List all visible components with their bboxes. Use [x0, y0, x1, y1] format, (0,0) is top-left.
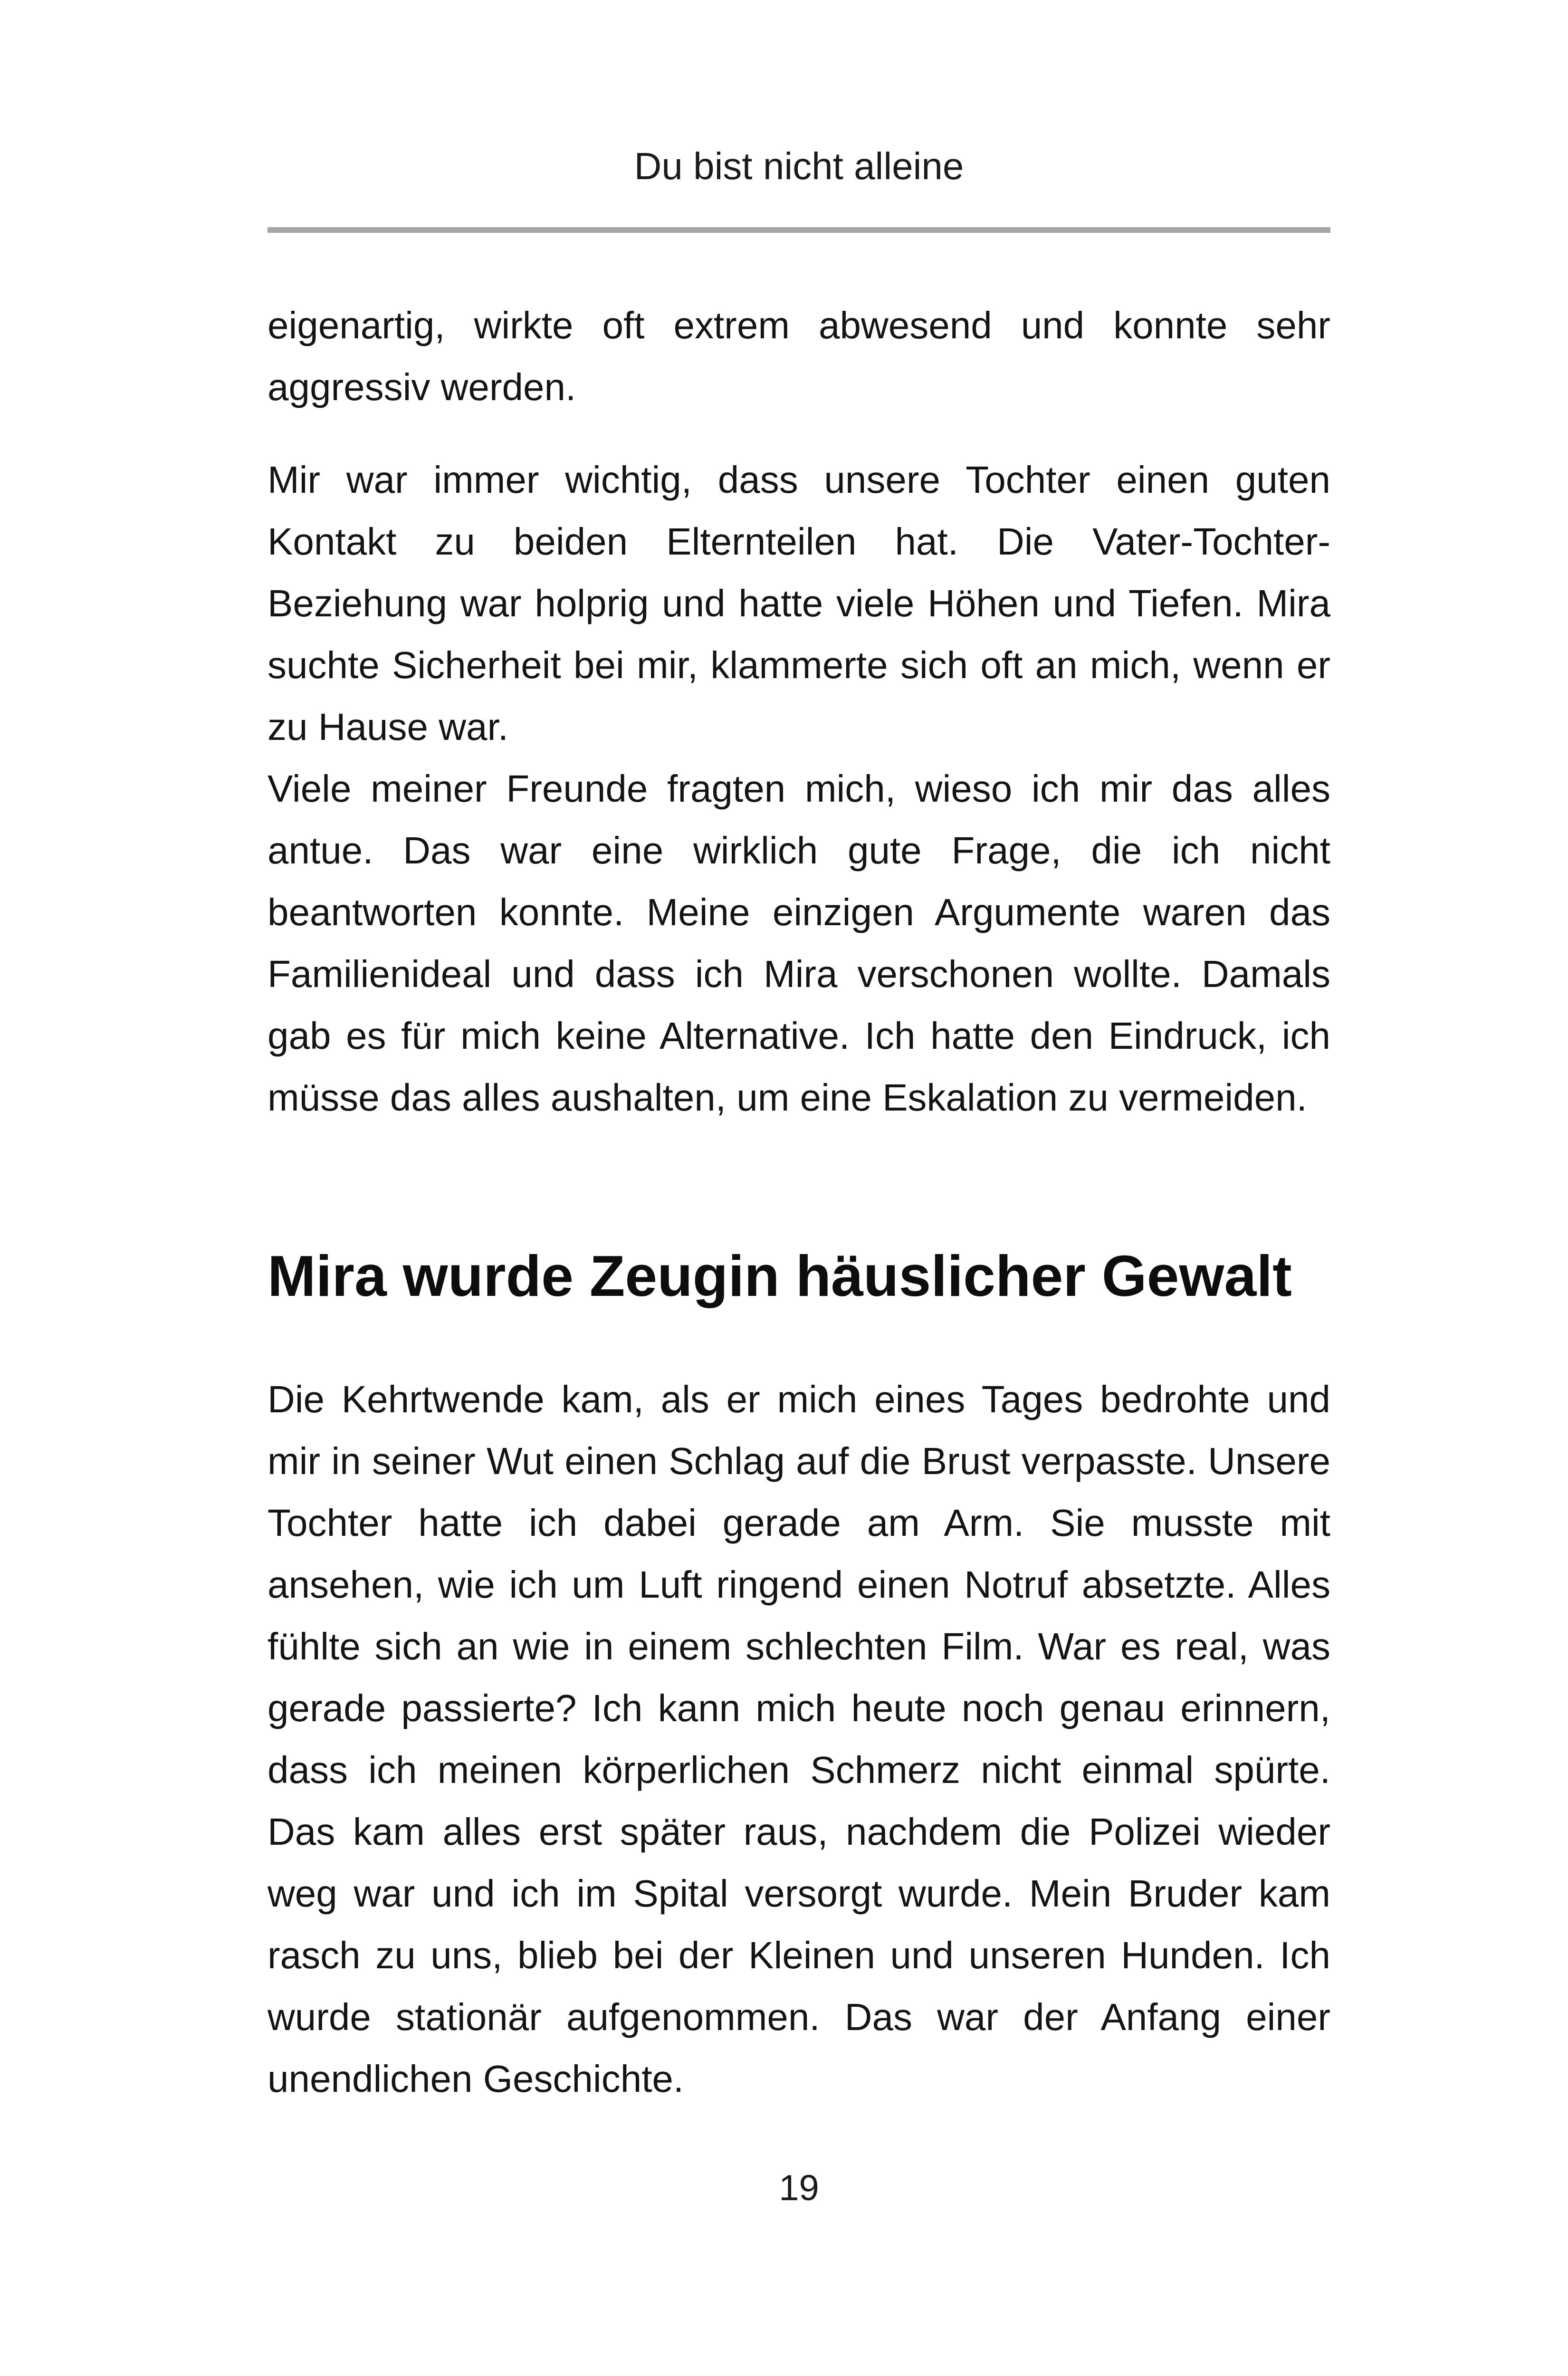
paragraph-continuation: eigenartig, wirkte oft extrem abwesend und konnte sehr aggressiv werden.: [268, 304, 1330, 408]
page-body: [268, 295, 1330, 2110]
paragraph-friends: Viele meiner Freunde fragten mich, wieso ich mir das alles antue. Das war eine wirklich gute Frage, die ich nicht beantworten konnte. Meine einzigen Argumente waren das Familienideal und dass ich Mira verschonen wollte. Damals gab es für mich keine Alternative. Ich hatte den Eindruck, ich müsse das alles aushalten, um eine Eskalation zu vermeiden.: [268, 767, 1330, 1119]
paragraph-turning-point: Die Kehrtwende kam, als er mich eines Tages bedrohte und mir in seiner Wut einen Schlag auf die Brust verpasste. Unsere Tochter hatte ich dabei gerade am Arm. Sie musste mit ansehen, wie ich um Luft ringend einen Notruf absetzte. Alles fühlte sich an wie in einem schlechten Film. War es real, was gerade passierte? Ich kann mich heute noch genau erinnern, dass ich meinen körperlichen Schmerz nicht einmal spürte. Das kam alles erst später raus, nachdem die Polizei wieder weg war und ich im Spital versorgt wurde. Mein Bruder kam rasch zu uns, blieb bei der Kleinen und unseren Hunden. Ich wurde stationär aufgenommen. Das war der Anfang einer unendlichen Geschichte.: [268, 1378, 1330, 2100]
paragraph-father-daughter: Mir war immer wichtig, dass unsere Tochter einen guten Kontakt zu beiden Elternteilen hat. Die Vater-Tochter-Beziehung war holprig und hatte viele Höhen und Tiefen. Mira suchte Sicherheit bei mir, klammerte sich oft an mich, wenn er zu Hause war.: [268, 459, 1330, 748]
header-divider: [268, 227, 1330, 233]
page-number: 19: [779, 2168, 819, 2208]
chapter-title: Mira wurde Zeugin häuslicher Gewalt: [268, 1244, 1292, 1308]
running-header: Du bist nicht alleine: [634, 145, 964, 187]
